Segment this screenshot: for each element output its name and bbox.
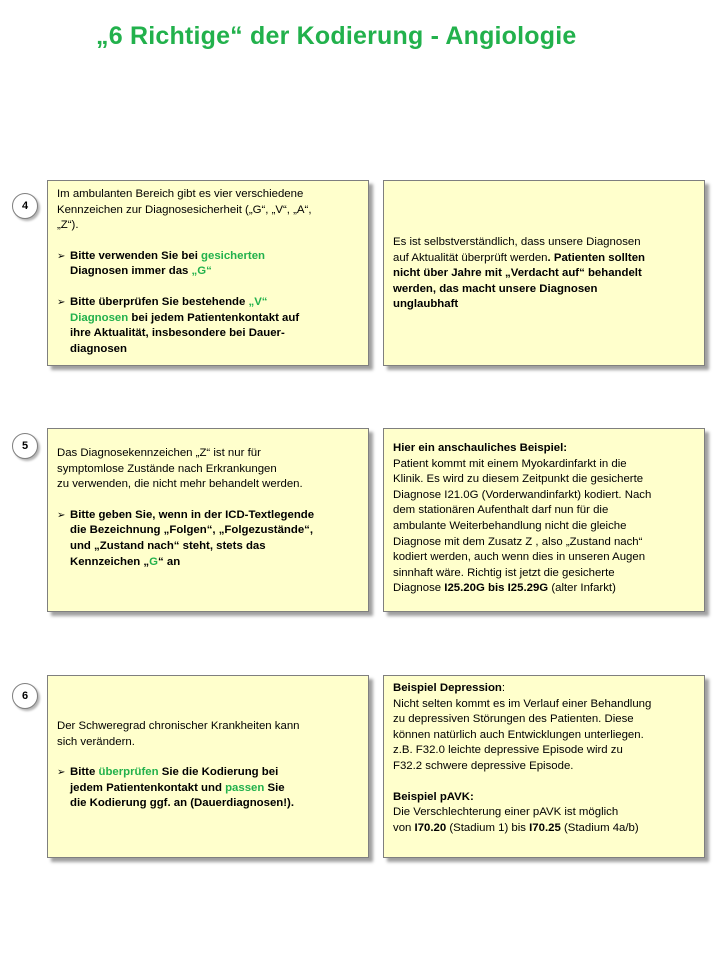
- box-4-left-intro: Im ambulanten Bereich gibt es vier verschiedene Kennzeichen zur Diagnosesicherheit („G“, „V“, „A“, „Z“).: [57, 188, 312, 232]
- box-5-left: [47, 428, 369, 612]
- box-5-right-line: Diagnose I21.0G (Vorderwandinfarkt) kodiert. Nach: [393, 488, 652, 501]
- box-4-left-bullet-2-line4: diagnosen: [70, 342, 127, 355]
- box-6-left-bullet-cont: jedem Patientenkontakt und passen Sie: [70, 781, 285, 794]
- box-5-right-line: kodiert werden, auch wenn dies in unseren Augen: [393, 551, 646, 564]
- box-6-right: [383, 675, 705, 858]
- box-5-right-line: Klinik. Es wird zu diesem Zeitpunkt die gesicherte: [393, 473, 644, 486]
- box-6-right-line: z.B. F32.0 leichte depressive Episode wird zu: [393, 744, 623, 757]
- box-5-left-bullet: ➢ Bitte geben Sie, wenn in der ICD-Textlegende: [57, 508, 360, 524]
- box-4-right: [383, 180, 705, 366]
- box-6-left-bullet-cont: die Kodierung ggf. an (Dauerdiagnosen!).: [70, 797, 295, 810]
- box-6-left: [47, 675, 369, 858]
- step-number-5: 5: [12, 433, 38, 459]
- box-4-left-bullet-1: ➢ Bitte verwenden Sie bei gesicherten: [57, 249, 360, 265]
- box-6-right-line: F32.2 schwere depressive Episode.: [393, 759, 574, 772]
- box-6-right-line: können natürlich auch Entwicklungen unterliegen.: [393, 728, 644, 741]
- box-6-right-line: zu depressiven Störungen des Patienten. Diese: [393, 713, 634, 726]
- box-5-left-line: zu verwenden, die nicht mehr behandelt werden.: [57, 478, 303, 491]
- box-6-right-line: Die Verschlechterung einer pAVK ist möglich: [393, 806, 619, 819]
- step-number-4: 4: [12, 193, 38, 219]
- box-5-left-bullet-cont: Kennzeichen „G“ an: [70, 555, 181, 568]
- page-title: „6 Richtige“ der Kodierung - Angiologie: [96, 22, 577, 50]
- box-4-right-line: auf Aktualität überprüft werden. Patienten sollten: [393, 251, 645, 264]
- box-6-right-heading-depression: Beispiel Depression:: [393, 682, 506, 694]
- box-4-right-line: nicht über Jahre mit „Verdacht auf“ behandelt: [393, 267, 642, 280]
- box-6-left-line: sich verändern.: [57, 735, 135, 748]
- box-6-right-heading-pavk: Beispiel pAVK:: [393, 790, 474, 803]
- box-4-left-bullet-2-cont: Diagnosen bei jedem Patientenkontakt auf: [70, 311, 300, 324]
- box-5-right-line: Diagnose mit dem Zusatz Z , also „Zustand nach“: [393, 535, 643, 548]
- box-5-right-line: dem stationären Aufenthalt darf nun für die: [393, 504, 609, 517]
- box-4-left-bullet-2-line3: ihre Aktualität, insbesondere bei Dauer-: [70, 327, 285, 340]
- box-5-left-line: symptomlose Zustände nach Erkrankungen: [57, 462, 277, 475]
- box-4-right-line: Es ist selbstverständlich, dass unsere Diagnosen: [393, 236, 641, 248]
- box-5-right-line: sinnhaft wäre. Richtig ist jetzt die gesicherte: [393, 566, 615, 579]
- box-4-left-bullet-1-cont: Diagnosen immer das „G“: [70, 265, 212, 278]
- box-5-right-line: Diagnose I25.20G bis I25.29G (alter Infarkt): [393, 582, 616, 595]
- box-6-left-line: Der Schweregrad chronischer Krankheiten kann: [57, 720, 300, 732]
- box-4-right-line: unglaubhaft: [393, 298, 459, 311]
- box-4-left-bullet-2: ➢ Bitte überprüfen Sie bestehende „V“: [57, 295, 360, 311]
- box-5-left-line: Das Diagnosekennzeichen „Z“ ist nur für: [57, 447, 261, 459]
- box-6-right-line: Nicht selten kommt es im Verlauf einer Behandlung: [393, 697, 652, 710]
- box-4-left: [47, 180, 369, 366]
- box-5-left-bullet-cont: die Bezeichnung „Folgen“, „Folgezustände“,: [70, 524, 314, 537]
- box-5-right-line: ambulante Weiterbehandlung nicht die gleiche: [393, 519, 627, 532]
- box-4-right-line: werden, das macht unsere Diagnosen: [393, 282, 598, 295]
- box-6-left-bullet: ➢ Bitte überprüfen Sie die Kodierung bei: [57, 765, 360, 781]
- step-number-6: 6: [12, 683, 38, 709]
- box-5-right: [383, 428, 705, 612]
- box-5-left-bullet-cont: und „Zustand nach“ steht, stets das: [70, 539, 266, 552]
- box-5-right-line: Patient kommt mit einem Myokardinfarkt in die: [393, 457, 627, 470]
- box-6-right-line: von I70.20 (Stadium 1) bis I70.25 (Stadium 4a/b): [393, 821, 639, 834]
- box-5-right-heading: Hier ein anschauliches Beispiel:: [393, 442, 568, 454]
